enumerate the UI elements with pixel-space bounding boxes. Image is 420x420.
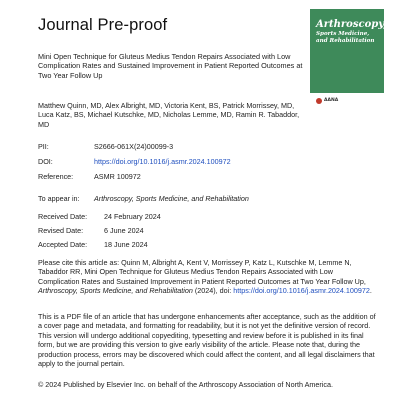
citation-end: . [369,286,372,296]
revised-date-label: Revised Date: [38,226,84,235]
revised-date-value: 6 June 2024 [104,226,144,235]
reference-value: ASMR 100972 [94,172,141,181]
author-list: Matthew Quinn, MD, Alex Albright, MD, Victoria Kent, BS, Patrick Morrissey, MD, Luca Katz, BS, Michael Kutschke, MD, Nicholas Lemme, MD, Ramin R. Tabaddor, MD [38,101,300,129]
journal-cover-image [310,9,387,108]
reference-label: Reference: [38,172,74,181]
pii-label: PII: [38,142,49,151]
pii-value: S2666-061X(24)00099-3 [94,142,174,151]
to-appear-label: To appear in: [38,194,80,203]
received-date-label: Received Date: [38,212,88,221]
accepted-date-label: Accepted Date: [38,240,88,249]
received-date-value: 24 February 2024 [104,212,161,221]
aana-logo-icon [316,98,322,104]
journal-preproof-heading: Journal Pre-proof [38,16,168,34]
citation-year: (2024), doi: [194,286,232,296]
doi-label: DOI: [38,157,53,166]
accepted-date-value: 18 June 2024 [104,240,148,249]
to-appear-journal: Arthroscopy, Sports Medicine, and Rehabilitation [94,194,249,203]
cover-subtitle: Sports Medicine, and Rehabilitation [316,31,375,44]
article-title: Mini Open Technique for Gluteus Medius Tendon Repairs Associated with Low Complication Rates and Sustained Improvement in Patient Reported Outcomes at Two Year Follow Up [38,52,303,80]
disclaimer-paragraph: This is a PDF file of an article that has undergone enhancements after acceptance, such as the addition of a cover page and metadata, and formatting for readability, but it is not yet the definitive version of record. This version will undergo additional copyediting, typesetting and review before it is published in its final form, but we are providing this version to give early visibility of the article. Please note that, during the production process, errors may be discovered which could affect the content, and all legal disclaimers that apply to the journal pertain. [38,312,376,369]
cover-publisher-band [310,93,384,108]
citation-doi-link[interactable]: https://doi.org/10.1016/j.asmr.2024.100972 [233,286,370,296]
cover-title: Arthroscopy, [316,19,387,30]
doi-link[interactable]: https://doi.org/10.1016/j.asmr.2024.100972 [94,157,231,166]
copyright-line: © 2024 Published by Elsevier Inc. on behalf of the Arthroscopy Association of North America. [38,380,333,389]
citation-journal: Arthroscopy, Sports Medicine, and Rehabilitation [38,286,193,296]
cover-publisher-logo: AANA [324,98,339,103]
citation-block [38,258,374,296]
citation-prefix: Please cite this article as: Quinn M, Albright A, Kent V, Morrissey P, Katz L, Kutschke M, Lemme N, Tabaddor RR, Mini Open Technique for Gluteus Medius Tendon Repairs Associated with Low Complication Rates and Sustained Improvement in Patient Reported Outcomes at Two Year Follow Up, [38,258,366,286]
